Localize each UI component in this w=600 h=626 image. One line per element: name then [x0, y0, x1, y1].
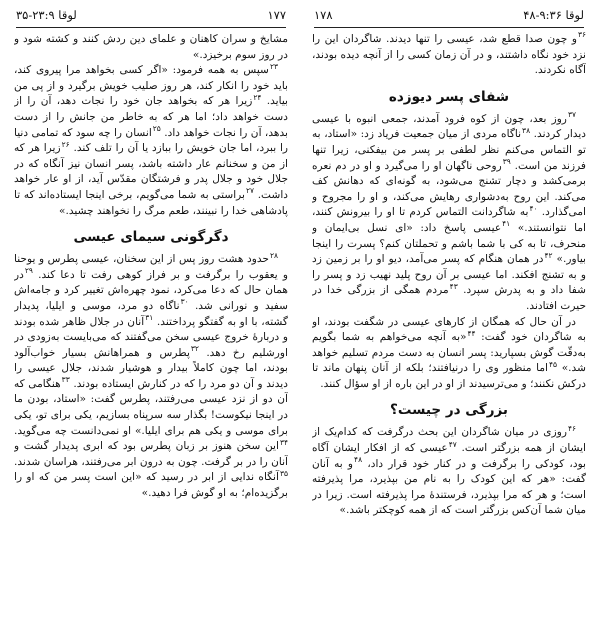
verse-text: هنگامی که آن دو از نزد عیسی می‌رفتند، پطرس گفت: «استاد، بودن ما در اینجا نیکوست! بگذار سه سرپناه بسازیم، یکی برای تو، یکی برای موسی و یکی هم برای ایلیا.» او نمی‌دانست چه می‌گوید.: [14, 377, 288, 437]
verse-number: ۳۵: [279, 468, 288, 478]
verse-paragraph-43b-45: [312, 315, 586, 393]
verse-text: عیسی پاسخ داد: «ای نسل بی‌ایمان و منحرف، تا به کی با شما باشم و تحملتان کنم؟ پسرت را اینجا بیاور.»: [312, 221, 586, 266]
verse-number: ۲۹: [24, 266, 33, 276]
section-heading-transfiguration: دگرگونی سیمای عیسی: [73, 229, 229, 246]
continuation-text: مشایخ و سران کاهنان و علمای دین ردش کنند و کشته شود و در روز سوم برخیزد.»: [14, 33, 288, 61]
right-running-head: [314, 4, 584, 26]
verse-number: ۳۲: [190, 344, 199, 354]
verse-text: در آن حال که همگان از کارهای عیسی در شگفت بودند، او به شاگردان خود گفت:: [312, 315, 586, 344]
verse-number: ۴۸: [354, 455, 363, 465]
right-header-title: لوقا ۹:۳۶-۴۸: [523, 8, 584, 22]
verse-number: ۳۸: [522, 125, 531, 135]
verse-text: روحی ناگهان او را می‌گیرد و او در دم نعره برمی‌کشد و دچار تشنج می‌شود، به گونه‌ای که دهانش کف می‌کند. این روح به‌دشواری رهایش می‌کند، و او را مجروح و امی‌گذارد.: [312, 159, 586, 219]
right-column: [312, 32, 586, 620]
verse-number: ۴۴: [467, 328, 476, 338]
verse-paragraph-23-27: [14, 63, 288, 219]
left-column: [14, 32, 288, 620]
verse-number: ۲۵: [152, 124, 161, 134]
verse-number: ۴۰: [529, 203, 538, 213]
verse-text: در همان هنگام که پسر می‌آمد، دیو او را بر زمین زد و به تشنج افکند. اما عیسی بر آن روح پلید نهیب زد و پسر را شفا داد و به پدرش سپرد.: [312, 253, 586, 297]
verse-number: ۲۴: [253, 92, 262, 102]
verse-text: «به آنچه می‌خواهم به شما بگویم به‌دقّت گوش بسپارید: پسر انسان به دست مردم تسلیم خواهد شد.»: [312, 331, 586, 375]
verse-number: ۴۲: [544, 250, 553, 260]
verse-number: ۴۶: [567, 423, 576, 433]
verse-number: ۴۷: [448, 439, 457, 449]
verse-paragraph-37-43: [312, 112, 586, 315]
verse-text: مردم همگی از بزرگی خدا در حیرت افتادند.: [312, 284, 586, 312]
verse-paragraph-36: [312, 32, 586, 79]
verse-text: ناگاه مردی از میان جمعیت فریاد زد: «استاد، به تو التماس می‌کنم نظر لطفی بر پسر من بیفکنی، زیرا تنها فرزند من است.: [312, 128, 586, 172]
verse-text: پطرس و همراهانش بسیار خواب‌آلود بودند، اما چون کاملاً بیدار و هوشیار شدند، جلال عیسی را دیدند و آن دو مرد را که در کنارش ایستاده بودند.: [14, 346, 288, 390]
verse-number: ۴۱: [502, 219, 511, 229]
section-heading-healing: شفای پسر دیوزده: [388, 88, 510, 105]
verse-number: ۳۱: [145, 312, 154, 322]
verse-number: ۳۶: [577, 32, 586, 40]
verse-text: در همان حال که دعا می‌کرد، نمود چهره‌اش تغییر کرد و جامه‌اش سفید و نورانی شد.: [14, 268, 288, 312]
verse-number: ۳۴: [279, 437, 288, 447]
verse-number: ۲۸: [269, 250, 278, 260]
verse-number: ۳۰: [180, 297, 189, 307]
left-running-head: [16, 4, 286, 26]
verse-text: انسان را چه سود که تمامی دنیا را ببرد، اما جان خویش را ببازد یا آن را تلف کند.: [14, 126, 288, 155]
verse-text: روزی در میان شاگردان این بحث درگرفت که کدام‌یک از ایشان از همه بزرگتر است.: [312, 426, 586, 455]
verse-text: آنگاه ندایی از ابر در رسید که «این است پسر من که او را برگزیده‌ام؛ به او گوش فرا دهید.»: [14, 471, 288, 500]
verse-text: ناگاه دو مرد، موسی و ایلیا، پدیدار گشته، با او به گفتگو پرداختند.: [14, 299, 288, 328]
section-heading-greatest: بزرگی در چیست؟: [390, 402, 508, 419]
verse-number: ۳۷: [567, 110, 576, 120]
verse-text: اما منظور وی را درنیافتند؛ بلکه از آنان پنهان ماند تا درکش نکنند؛ و می‌ترسیدند از او در این باره از او سؤال کنند.: [312, 362, 586, 390]
left-page-number: ۱۷۷: [267, 8, 286, 22]
verse-text: زیرا هر که بخواهد جان خود را نجات دهد، آن را از دست خواهد داد؛ اما هر که به خاطر من جانش را از دست بدهد، آن را نجات خواهد داد.: [14, 95, 288, 139]
verse-text: سپس به همه فرمود: «اگر کسی بخواهد مرا پیروی کند، باید خود را انکار کند، هر روز صلیب خویش برگیرد و از پی من بیاید.: [14, 64, 288, 108]
verse-number: ۴۳: [449, 281, 458, 291]
right-header-rule: [314, 27, 584, 28]
left-header-rule: [16, 27, 286, 28]
verse-text: حدود هشت روز پس از این سخنان، عیسی پطرس و یوحنا و یعقوب را برگرفت و بر فراز کوهی رفت تا دعا کند.: [14, 253, 288, 281]
verse-text: آنان در جلال ظاهر شده بودند و دربارهٔ خروج عیسی سخن می‌گفتند که می‌بایست به‌زودی در اورشلیم رخ دهد.: [14, 315, 288, 359]
continuation-paragraph: [14, 32, 288, 63]
right-page-number: ۱۷۸: [314, 8, 333, 22]
verse-number: ۲۷: [245, 186, 255, 196]
verse-number: ۳۹: [502, 157, 511, 167]
verse-text: به شاگردانت التماس کردم تا او را بیرونش کنند، اما نتوانستند.»: [312, 206, 586, 234]
verse-number: ۴۵: [549, 359, 558, 369]
verse-number: ۲۳: [269, 61, 278, 71]
left-header-title: لوقا ۲۳:۹-۳۵: [16, 8, 77, 22]
verse-paragraph-46-48: [312, 425, 586, 519]
verse-number: ۲۶: [61, 139, 70, 149]
verse-text: روز بعد، چون از کوه فرود آمدند، جمعی انبوه با عیسی دیدار کردند.: [312, 112, 586, 141]
verse-text: عیسی که از افکار ایشان آگاه بود، کودکی را برگرفت و در کنار خود قرار داد،: [312, 442, 586, 470]
verse-text: براستی به شما می‌گویم، برخی اینجا ایستاده‌اند که تا پادشاهی خدا را نبینند، طعم مرگ را نخواهند چشید.»: [14, 188, 288, 217]
verse-text: و چون صدا قطع شد، عیسی را تنها دیدند. شاگردان این را نزد خود نگاه داشتند، و در آن زمان کسی را از آنچه دیده بودند، آگاه نکردند.: [312, 33, 586, 77]
verse-text: زیرا هر که از من و سخنانم عار داشته باشد، پسر انسان نیز آنگاه که در جلال خود و جلال پدر و فرشتگان مقدّس آید، از او عار خواهد داشت.: [14, 142, 288, 201]
verse-text: این سخن هنوز بر زبان پطرس بود که ابری پدیدار گشت و آنان را در بر گرفت. چون به درون ابر می‌رفتند، هراسان شدند.: [14, 440, 288, 468]
verse-text: و به آنان گفت: «هر که این کودک را به نام من بپذیرد، مرا پذیرفته است؛ و هر که مرا بپذیرد، فرستندهٔ مرا پذیرفته است. زیرا در میان شما آن‌کس بزرگتر است که از همه کوچکتر باشد.»: [312, 457, 586, 517]
verse-paragraph-28-35: [14, 252, 288, 502]
verse-number: ۳۳: [61, 375, 70, 385]
